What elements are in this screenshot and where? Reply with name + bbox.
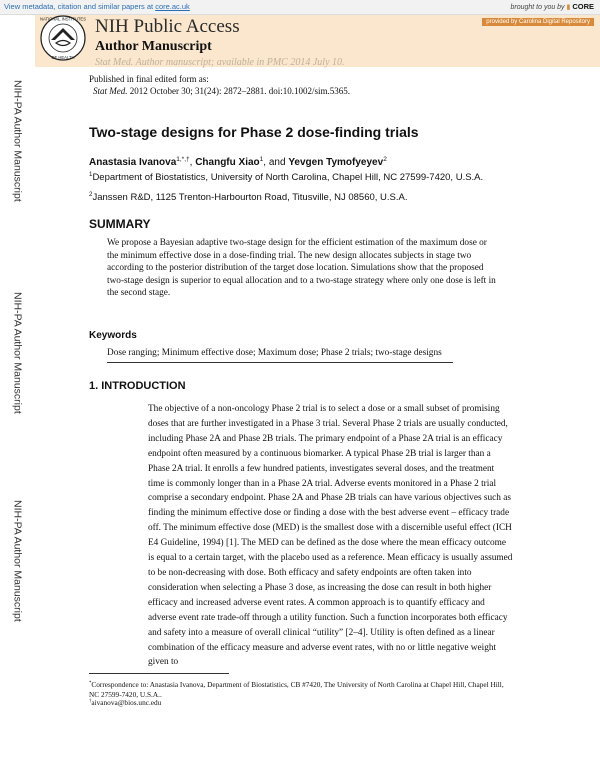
core-metadata-link-text[interactable] [4,2,190,11]
affiliation-1-text: Department of Biostatistics, University of North Carolina, Chapel Hill, NC 27599-7420, U.S.A. [92,172,484,183]
nih-seal-logo [39,14,87,62]
nih-public-access-title: NIH Public Access [95,16,240,37]
footnote-1-mark: * [89,681,92,686]
affiliation-1-mark: 1 [89,171,93,178]
summary-text: We propose a Bayesian adaptive two-stage design for the efficient estimation of the maximum dose or the minimum effective dose in a dose-finding trial. The new design allocates subjects in stage two according to the posterior distribution of the target dose location. Simulations show that the proposed two-stage design is superior to equal allocation and to a two-stage strategy where only one dose is left in the second stage. [107,238,496,299]
core-brand[interactable] [510,2,594,11]
availability-note: Stat Med. Author manuscript; available in PMC 2014 July 10. [95,57,345,68]
author-separator: , and [263,157,289,168]
author-list [89,157,387,168]
paper-title: Two-stage designs for Phase 2 dose-finding trials [89,124,419,140]
footnote-email [89,698,509,708]
seal-text-top: NATIONAL INSTITUTES [39,16,87,22]
journal-name: Stat Med. [93,86,128,96]
introduction-text: The objective of a non-oncology Phase 2 trial is to select a dose or a small subset of promising doses that are further investigated in a Phase 3 trial. Several Phase 2 trials are usually conducted, including Phase 2A and Phase 2B trials. The primary endpoint of a Phase 2A trial is an efficacy endpoint often measured by a continuous biomarker. A typical Phase 2B trial is larger than a Phase 2A trial. It enrolls a few hundred patients, investigates several doses, and the treatment time is commonly longer than in a Phase 2A trial. Adverse events monitored in a Phase 2 trial comprise a secondary endpoint. Phase 2A and Phase 2B trials can have various objectives such as finding the minimum effective dose or finding a dose with the best adverse event – efficacy trade off. The minimum effective dose (MED) is the smallest dose with a discernible useful effect (ICH E4 Guideline, 1994) [1]. The MED can be defined as the dose where the mean efficacy outcome is equal to a certain target, with the placebo used as a reference. Mean efficacy is usually assumed to be non-decreasing with dose. Both efficacy and safety endpoints are often taken into consideration when selecting a Phase 3 dose, as increasing the dose can result in both higher efficacy and increased adverse event rates. A common approach is to quantify efficacy and adverse event rate trade-off through a utility function. Such a function incorporates both efficacy and safety into a measure of overall clinical “utility” [2–4]. Utility is often defined as a linear combination of the efficacy measure and adverse event rates, with no or little negative weight given to [148,404,513,668]
core-link[interactable]: core.ac.uk [155,2,190,11]
core-metadata-prefix: View metadata, citation and similar papers at [4,2,156,11]
author-separator: , [189,157,196,168]
core-brand-name: CORE [572,2,594,11]
introduction-heading: 1. INTRODUCTION [89,380,186,392]
side-label-1: NIH-PA Author Manuscript [11,80,24,202]
core-logo-icon: ▮ [566,4,571,11]
seal-text-bottom: OF HEALTH [51,55,75,60]
footnote-1-text: Correspondence to: Anastasia Ivanova, Department of Biostatistics, CB #7420, The University of North Carolina at Chapel Hill, Chapel Hill, NC 27599-7420, U.S.A.. [89,680,504,699]
author-3: Yevgen Tymofyeyev [288,157,384,168]
affiliation-2-text: Janssen R&D, 1125 Trenton-Harbourton Road, Titusville, NJ 08560, U.S.A. [92,192,408,203]
summary-heading: SUMMARY [89,217,151,231]
author-3-marks: 2 [383,156,387,163]
keywords-text: Dose ranging; Minimum effective dose; Maximum dose; Phase 2 trials; two-stage designs [107,348,442,358]
side-label-2: NIH-PA Author Manuscript [11,292,24,414]
keywords-rule [107,362,453,363]
author-1-marks: 1,*,† [176,156,190,163]
published-line: Published in final edited form as: [89,74,209,84]
provided-by-badge[interactable]: provided by Carolina Digital Repository [482,18,594,26]
affiliation-2 [89,192,408,203]
footnote-2-mark: † [89,699,92,704]
citation-details: 2012 October 30; 31(24): 2872–2881. doi:10.1002/sim.5365. [127,86,350,96]
keywords-heading: Keywords [89,330,137,341]
footnote-correspondence [89,680,509,699]
author-2-marks: 1 [259,156,264,163]
author-1: Anastasia Ivanova [89,157,177,168]
footnote-2-text[interactable]: aivanova@bios.unc.edu [91,698,162,707]
citation-line [89,85,350,97]
footnote-rule [89,673,229,674]
affiliation-2-mark: 2 [89,191,93,198]
published-note [89,73,350,97]
author-2: Changfu Xiao [195,157,260,168]
affiliation-1 [89,172,483,183]
brought-by-text: brought to you by [510,4,565,11]
side-label-3: NIH-PA Author Manuscript [11,500,24,622]
author-manuscript-label: Author Manuscript [95,39,212,54]
